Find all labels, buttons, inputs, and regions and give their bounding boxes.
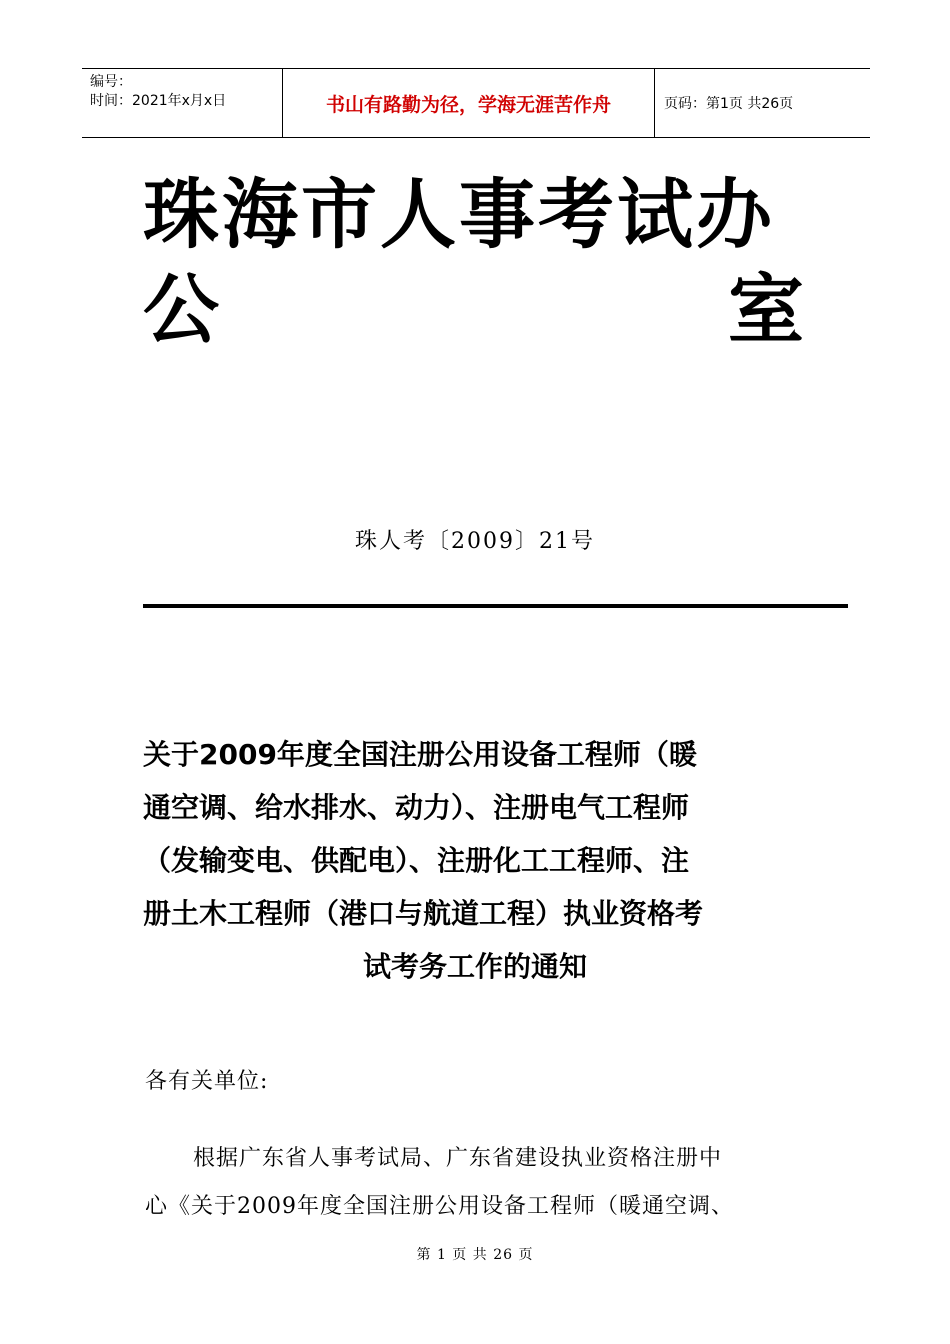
notice-title-line: （发输变电、供配电）、注册化工工程师、注 xyxy=(143,844,690,877)
header-motto: 书山有路勤为径，学海无涯苦作舟 xyxy=(282,69,655,137)
number-label: 编号： xyxy=(90,74,132,90)
body-line: 根据广东省人事考试局、广东省建设执业资格注册中 xyxy=(193,1146,723,1171)
notice-title-line: 通空调、给水排水、动力）、注册电气工程师 xyxy=(143,791,690,824)
body-line: 心《关于2009年度全国注册公用设备工程师（暖通空调、 xyxy=(145,1194,734,1219)
notice-title-line: 试考务工作的通知 xyxy=(362,950,587,983)
office-title-line1: 珠海市人事考试办 xyxy=(143,170,775,259)
office-title-left-char: 公 xyxy=(143,265,222,354)
page-footer: 第 1 页 共 26 页 xyxy=(416,1247,534,1263)
notice-title-line: 关于2009年度全国注册公用设备工程师（暖 xyxy=(143,738,697,771)
office-title-right-char: 室 xyxy=(728,265,807,354)
time-label: 时间：2021年x月x日 xyxy=(90,93,227,109)
document-number: 珠人考〔2009〕21号 xyxy=(355,529,595,554)
document-header xyxy=(82,68,870,138)
header-meta xyxy=(82,69,282,137)
office-title-line2 xyxy=(143,265,807,355)
header-page-info: 页码：第1页 共26页 xyxy=(664,96,794,112)
header-divider xyxy=(143,604,848,608)
notice-title-line: 册土木工程师（港口与航道工程）执业资格考 xyxy=(143,897,704,930)
notice-title xyxy=(143,728,807,993)
body-paragraph xyxy=(145,1135,825,1231)
salutation: 各有关单位: xyxy=(145,1069,269,1094)
